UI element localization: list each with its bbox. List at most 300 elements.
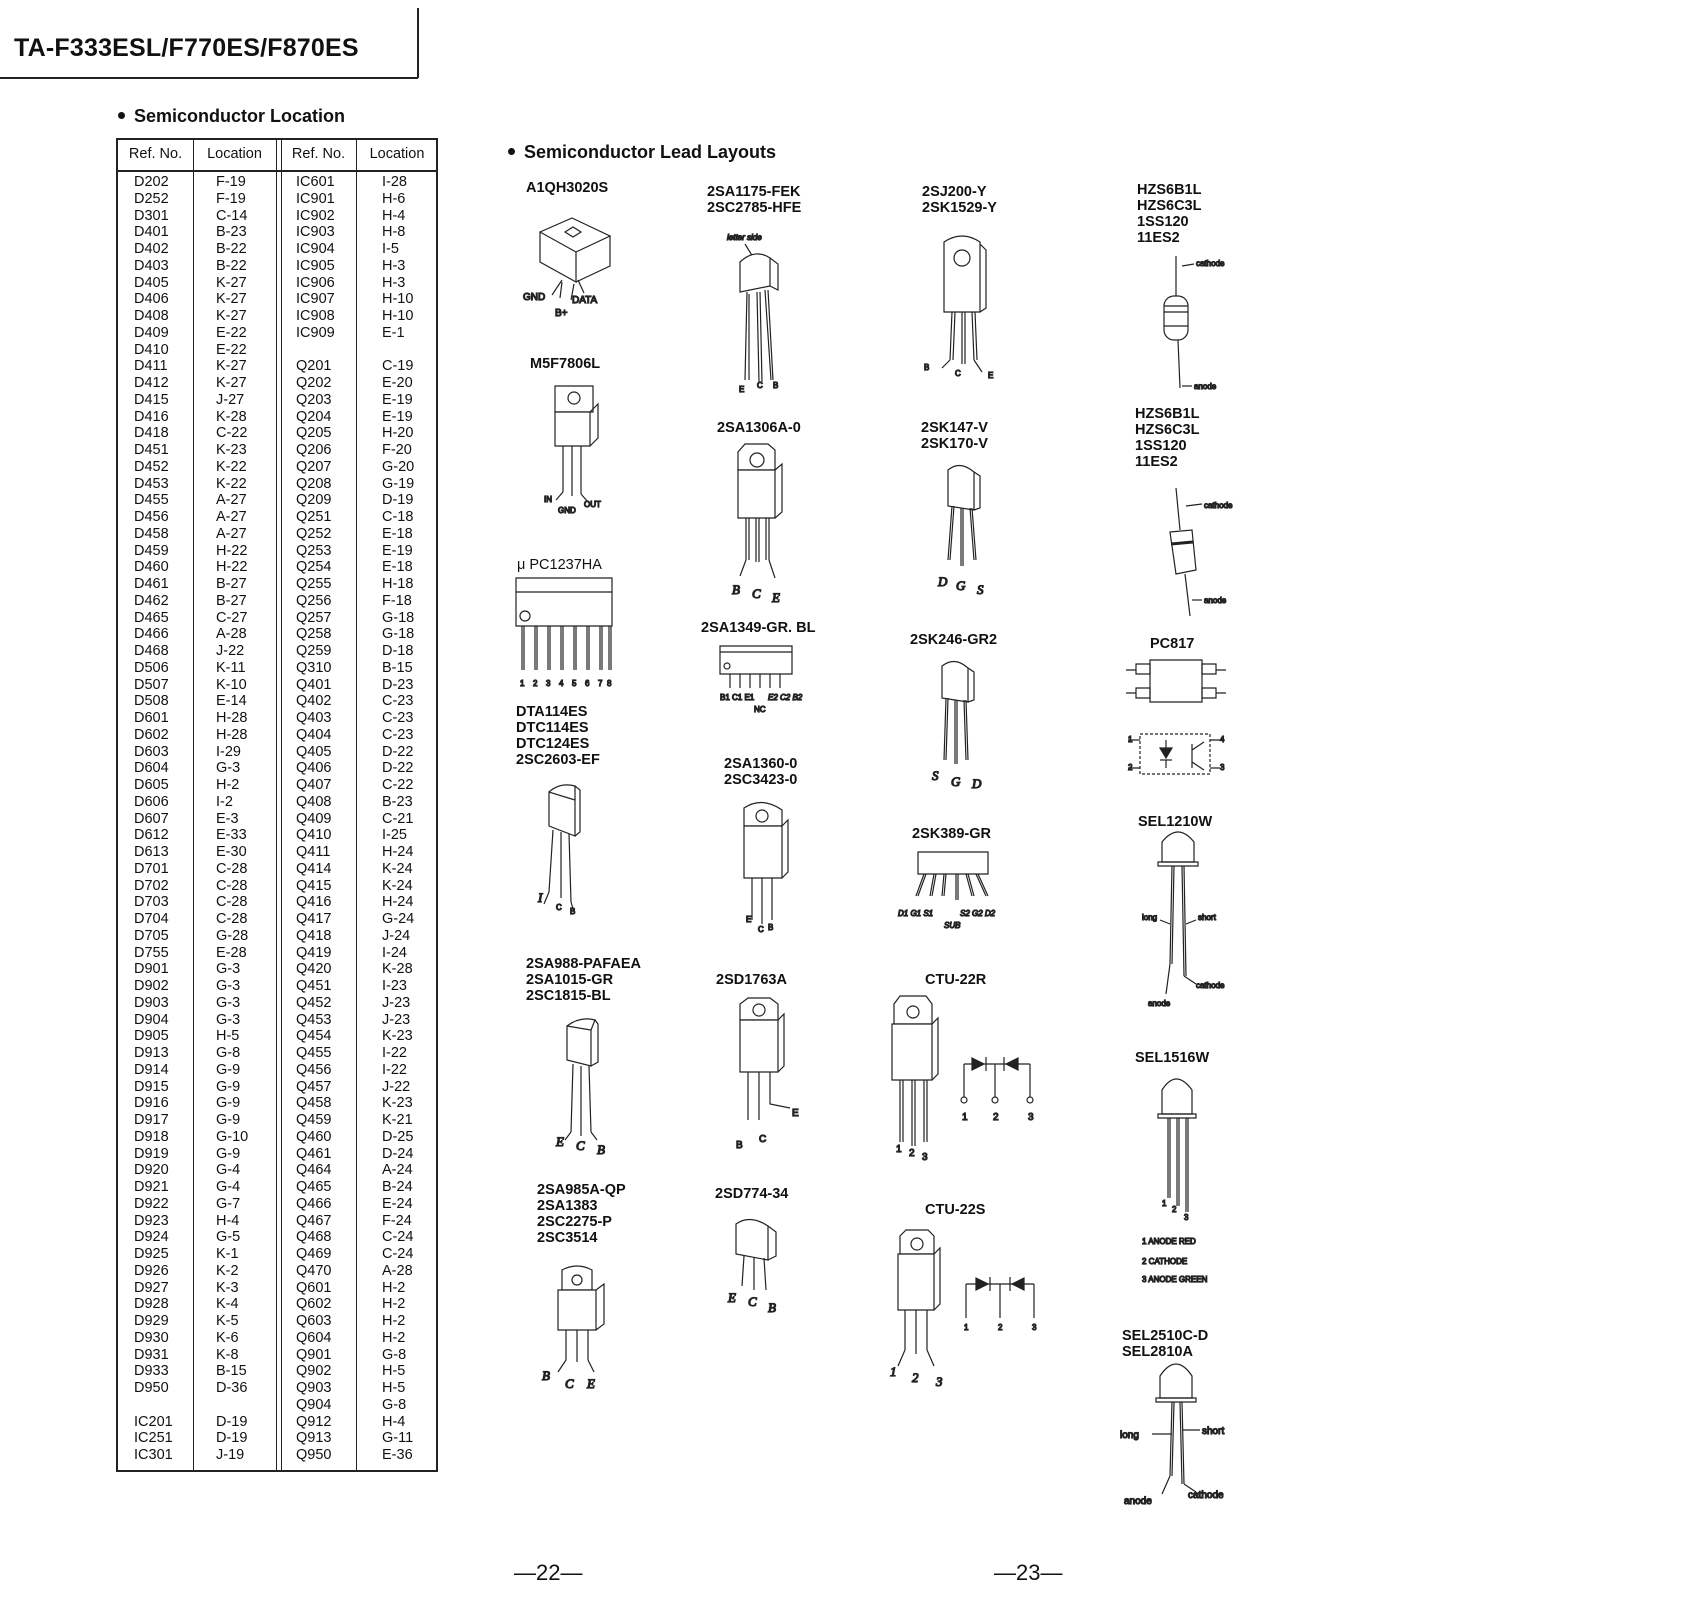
pin-number: 5 — [572, 679, 577, 688]
table-cell: Q208 — [296, 475, 332, 492]
table-cell: D-24 — [382, 1145, 414, 1162]
pin-label: 2 — [998, 1323, 1003, 1332]
table-cell: F-19 — [216, 174, 246, 190]
table-cell: G-3 — [216, 994, 241, 1011]
pin-label: E — [739, 385, 745, 394]
table-cell: A-27 — [216, 525, 247, 542]
pin-label: C — [748, 1294, 757, 1309]
table-cell: J-23 — [382, 1011, 411, 1028]
pin-label: E2 C2 B2 — [768, 693, 803, 702]
pin-label: D1 G1 S1 — [898, 909, 934, 918]
sel1516w-led-icon — [1158, 1079, 1196, 1212]
table-cell: D922 — [134, 1195, 169, 1212]
table-cell: D-19 — [382, 492, 414, 509]
table-cell: H-28 — [216, 726, 248, 743]
table-cell: H-18 — [382, 576, 414, 592]
pin-label: B — [736, 1140, 743, 1151]
table-cell: D-22 — [382, 760, 414, 777]
table-cell: E-22 — [216, 324, 247, 341]
table-cell: IC903 — [296, 224, 335, 241]
table-cell: Q310 — [296, 659, 332, 676]
pin-label: C — [556, 903, 562, 912]
pin-number: 6 — [585, 679, 590, 688]
table-cell: H-8 — [382, 224, 406, 241]
pin-label: G — [951, 774, 961, 789]
table-cell: D458 — [134, 525, 169, 542]
table-cell: Q465 — [296, 1179, 332, 1195]
table-cell: J-27 — [216, 391, 245, 408]
table-cell: C-28 — [216, 860, 248, 877]
table-cell: C-23 — [382, 710, 414, 726]
table-cell: Q601 — [296, 1279, 332, 1296]
pin-label: C — [565, 1376, 574, 1391]
table-cell: D950 — [134, 1380, 169, 1396]
table-cell: C-28 — [216, 894, 248, 911]
table-cell: D-23 — [382, 676, 414, 693]
2sa1360-package-icon — [744, 802, 788, 924]
table-cell: Q950 — [296, 1447, 332, 1463]
table-cell: C-28 — [216, 877, 248, 894]
table-cell: Q408 — [296, 793, 332, 810]
part-label-sel1210w: SEL1210W — [1138, 814, 1213, 830]
table-cell: H-2 — [382, 1313, 406, 1329]
table-cell: K-22 — [216, 475, 247, 492]
table-cell: Q409 — [296, 810, 332, 827]
pin-label: B — [768, 923, 774, 932]
table-cell: G-3 — [216, 1011, 241, 1028]
table-cell: D508 — [134, 693, 169, 710]
table-cell: C-14 — [216, 207, 248, 224]
part-label-dta114es: DTA114ES DTC114ES DTC124ES 2SC2603-EF — [516, 704, 600, 768]
table-cell: Q259 — [296, 643, 332, 659]
table-cell: Q404 — [296, 726, 332, 743]
table-cell: A-28 — [216, 626, 247, 643]
table-cell: G-5 — [216, 1229, 241, 1246]
table-cell: D468 — [134, 643, 169, 659]
2sk246-package-icon — [942, 661, 974, 764]
table-cell: H-2 — [382, 1279, 406, 1296]
table-cell: K-8 — [216, 1346, 239, 1363]
part-label-a1qh3020s: A1QH3020S — [526, 180, 609, 196]
table-cell: D301 — [134, 207, 169, 224]
table-cell: D-25 — [382, 1128, 414, 1145]
pin-label: S — [977, 582, 984, 597]
part-label-sel2510c: SEL2510C-D SEL2810A — [1122, 1328, 1209, 1360]
table-cell: J-24 — [382, 927, 411, 944]
table-cell: Q467 — [296, 1212, 332, 1229]
table-cell: Q201 — [296, 358, 332, 375]
table-cell: Q406 — [296, 760, 332, 777]
pin-number: 8 — [607, 679, 612, 688]
table-cell: IC909 — [296, 324, 335, 341]
table-cell: Q459 — [296, 1112, 332, 1128]
table-cell: D612 — [134, 827, 169, 844]
table-cell: K-11 — [216, 659, 246, 676]
table-cell: Q410 — [296, 827, 332, 844]
table-cell: D913 — [134, 1045, 169, 1061]
pin-number: 3 — [546, 679, 551, 688]
table-cell: H-2 — [382, 1296, 406, 1313]
2sk389-package-icon — [916, 852, 988, 900]
table-cell: D923 — [134, 1212, 169, 1229]
pin-label: E — [746, 915, 752, 924]
table-cell: K-28 — [382, 961, 413, 978]
table-cell: Q254 — [296, 559, 332, 576]
table-cell: E-33 — [216, 827, 247, 844]
table-cell: K-27 — [216, 375, 247, 391]
table-cell: D755 — [134, 944, 169, 961]
table-cell: D701 — [134, 860, 169, 877]
2sd1763a-package-icon — [740, 998, 790, 1120]
table-cell: C-28 — [216, 911, 248, 927]
table-cell: H-4 — [382, 1413, 406, 1430]
table-cell: Q209 — [296, 492, 332, 509]
pin-label: 1 — [896, 1144, 902, 1155]
table-cell: G-9 — [216, 1112, 241, 1128]
table-cell: D927 — [134, 1279, 169, 1296]
pc817-optocoupler-symbol — [1128, 734, 1220, 774]
pin-label: DATA — [572, 295, 598, 306]
part-label-2sa1306a: 2SA1306A-0 — [717, 420, 801, 436]
part-label-2sa1349: 2SA1349-GR. BL — [701, 620, 816, 636]
table-cell: A-27 — [216, 509, 247, 525]
table-cell: I-23 — [382, 978, 407, 994]
table-cell: Q904 — [296, 1396, 332, 1413]
table-cell: D408 — [134, 308, 169, 324]
table-cell: Q251 — [296, 509, 332, 525]
table-cell: D933 — [134, 1363, 169, 1380]
part-label-hzs6b1l-a: HZS6B1L HZS6C3L 1SS120 11ES2 — [1137, 182, 1202, 246]
table-cell: Q403 — [296, 710, 332, 726]
table-cell: D452 — [134, 458, 169, 475]
table-cell: F-19 — [216, 190, 246, 207]
table-cell: E-18 — [382, 525, 413, 542]
table-cell: D466 — [134, 626, 169, 643]
pin-label: S2 G2 D2 — [960, 909, 996, 918]
table-cell: H-24 — [382, 894, 414, 911]
part-label-2sd1763a: 2SD1763A — [716, 972, 787, 988]
table-cell: H-2 — [216, 777, 240, 793]
table-cell: Q455 — [296, 1045, 332, 1061]
table-cell: D924 — [134, 1229, 169, 1246]
table-cell: Q901 — [296, 1346, 332, 1363]
table-cell: D418 — [134, 425, 169, 442]
table-cell: C-23 — [382, 693, 414, 710]
table-cell: D456 — [134, 509, 169, 525]
table-cell: B-23 — [382, 793, 413, 810]
pin-label: C — [955, 369, 961, 378]
table-cell: Q464 — [296, 1162, 332, 1179]
letter-side-label: letter side — [727, 233, 762, 242]
pin-number: 2 — [533, 679, 538, 688]
part-label-hzs6b1l-b: HZS6B1L HZS6C3L 1SS120 11ES2 — [1135, 406, 1200, 470]
table-cell: Q457 — [296, 1078, 332, 1095]
table-cell: IC907 — [296, 291, 335, 308]
2sd774-package-icon — [736, 1219, 776, 1290]
legend-line: 3 ANODE GREEN — [1142, 1275, 1208, 1284]
table-cell: K-23 — [382, 1095, 413, 1112]
table-cell: D-22 — [382, 743, 414, 760]
table-cell: D-19 — [216, 1430, 248, 1447]
table-cell: D916 — [134, 1095, 169, 1112]
table-cell: D902 — [134, 978, 169, 994]
part-label-m5f7806l: M5F7806L — [530, 356, 601, 372]
short-lead-label: short — [1202, 1426, 1225, 1437]
table-cell: D704 — [134, 911, 169, 927]
pin-label: C — [752, 586, 761, 601]
table-cell: Q466 — [296, 1195, 332, 1212]
cathode-label: cathode — [1204, 501, 1233, 510]
table-cell: D705 — [134, 927, 169, 944]
table-cell: D901 — [134, 961, 169, 978]
table-cell: Q468 — [296, 1229, 332, 1246]
table-cell: Q257 — [296, 609, 332, 626]
table-cell: J-22 — [382, 1078, 411, 1095]
table-cell: D920 — [134, 1162, 169, 1179]
table-cell: A-24 — [382, 1162, 413, 1179]
pin-label: D — [972, 776, 982, 791]
table-cell: G-28 — [216, 927, 249, 944]
legend-line: 2 CATHODE — [1142, 1257, 1188, 1266]
table-cell: Q203 — [296, 391, 332, 408]
table-cell: K-27 — [216, 358, 247, 375]
table-cell: G-3 — [216, 760, 241, 777]
table-cell: I-25 — [382, 827, 407, 844]
table-cell: Q207 — [296, 458, 332, 475]
table-cell: B-27 — [216, 592, 247, 609]
table-cell: I-2 — [216, 793, 233, 810]
pin-label: SUB — [944, 921, 961, 930]
table-cell: IC906 — [296, 274, 335, 291]
pin-label: E — [728, 1290, 736, 1305]
table-cell: B-22 — [216, 241, 247, 257]
table-cell: J-19 — [216, 1447, 245, 1463]
2sa985a-package-icon — [558, 1266, 604, 1372]
table-cell: D603 — [134, 743, 169, 760]
table-cell: D202 — [134, 174, 169, 190]
table-cell: D904 — [134, 1011, 169, 1028]
table-cell: Q461 — [296, 1145, 332, 1162]
pin-label: 3 — [1220, 763, 1225, 772]
table-cell: IC301 — [134, 1447, 173, 1463]
table-cell: D409 — [134, 324, 169, 341]
table-cell: Q411 — [296, 844, 331, 860]
table-cell: E-20 — [382, 375, 413, 391]
2sj200-package-icon — [942, 236, 986, 372]
pin-label: 2 — [993, 1112, 999, 1123]
pin-label: 1 — [1162, 1199, 1167, 1208]
table-cell: Q452 — [296, 994, 332, 1011]
table-cell: H-10 — [382, 291, 414, 308]
pin-label: 1 — [962, 1112, 968, 1123]
table-cell: D607 — [134, 810, 169, 827]
table-cell: D453 — [134, 475, 169, 492]
part-label-2sk246: 2SK246-GR2 — [910, 632, 998, 648]
table-cell: Q206 — [296, 442, 332, 458]
table-cell: K-24 — [382, 877, 413, 894]
pin-number: 1 — [520, 679, 525, 688]
table-cell: E-30 — [216, 844, 247, 860]
table-cell: H-5 — [382, 1363, 406, 1380]
ctu22r-package-icon — [892, 996, 938, 1146]
pin-label: C — [758, 925, 764, 934]
pin-label: E — [587, 1376, 595, 1391]
table-cell: Q420 — [296, 961, 332, 978]
table-cell: C-19 — [382, 358, 414, 375]
table-cell: H-5 — [382, 1380, 406, 1396]
pin-label: C — [576, 1138, 585, 1153]
pin-label: GND — [523, 292, 546, 303]
table-cell: D412 — [134, 375, 169, 391]
pin-label: E — [772, 590, 780, 605]
table-cell: H-3 — [382, 257, 406, 274]
table-cell: D460 — [134, 559, 169, 576]
anode-label: anode — [1124, 1496, 1152, 1507]
header-location-2: Location — [369, 146, 425, 162]
header-ref-no-2: Ref. No. — [291, 146, 346, 162]
table-cell: H-22 — [216, 542, 248, 559]
table-cell: E-36 — [382, 1447, 413, 1463]
table-cell: I-29 — [216, 743, 241, 760]
pin-label: G — [956, 578, 966, 593]
pin-label: E — [988, 371, 994, 380]
table-cell: K-27 — [216, 308, 247, 324]
long-lead-label: long — [1142, 913, 1158, 922]
table-cell: D930 — [134, 1329, 169, 1346]
table-cell: D702 — [134, 877, 169, 894]
table-cell: Q451 — [296, 978, 332, 994]
table-cell: H-4 — [216, 1212, 240, 1229]
table-cell: G-9 — [216, 1078, 241, 1095]
table-cell: G-18 — [382, 626, 415, 643]
part-label-2sa1360: 2SA1360-0 2SC3423-0 — [724, 756, 798, 788]
anode-label: anode — [1148, 999, 1171, 1008]
table-cell: B-15 — [382, 659, 413, 676]
2sa1175-package-icon — [740, 244, 778, 382]
header-location: Location — [207, 146, 262, 162]
table-cell: Q252 — [296, 525, 332, 542]
part-label-2sa988: 2SA988-PAFAEA 2SA1015-GR 2SC1815-BL — [526, 956, 641, 1004]
table-cell: G-4 — [216, 1179, 241, 1195]
pc817-package-icon — [1126, 660, 1226, 702]
table-cell: H-24 — [382, 844, 414, 860]
table-cell: K-2 — [216, 1262, 239, 1279]
table-cell: K-27 — [216, 274, 247, 291]
table-cell: K-10 — [216, 676, 247, 693]
pin-label: 2 — [912, 1370, 919, 1385]
table-cell: Q454 — [296, 1028, 332, 1045]
table-cell: D402 — [134, 241, 169, 257]
2sa1349-package-icon — [720, 646, 792, 688]
pin-label: B — [924, 363, 930, 372]
pin-label: E — [556, 1134, 564, 1149]
table-cell: D606 — [134, 793, 169, 810]
part-label-ctu22r: CTU-22R — [925, 972, 987, 988]
table-cell: H-2 — [382, 1329, 406, 1346]
table-cell: K-4 — [216, 1296, 239, 1313]
table-cell: J-22 — [216, 643, 245, 659]
pin-label: OUT — [584, 500, 601, 509]
table-cell: Q407 — [296, 777, 332, 793]
table-cell: D459 — [134, 542, 169, 559]
lead-title-text: Semiconductor Lead Layouts — [524, 142, 777, 162]
table-cell: B-24 — [382, 1179, 413, 1195]
pin-label: B — [597, 1142, 605, 1157]
table-cell: K-22 — [216, 458, 247, 475]
table-cell: Q602 — [296, 1296, 332, 1313]
table-cell: G-19 — [382, 475, 415, 492]
table-cell: IC902 — [296, 207, 335, 224]
table-cell: B-27 — [216, 576, 247, 592]
table-cell: G-7 — [216, 1195, 241, 1212]
page-number-right: —23— — [994, 1560, 1063, 1585]
pin-label: 3 — [1184, 1213, 1189, 1222]
part-label-2sa985a: 2SA985A-QP 2SA1383 2SC2275-P 2SC3514 — [537, 1182, 626, 1246]
anode-label: anode — [1204, 596, 1227, 605]
table-cell: H-3 — [382, 274, 406, 291]
table-cell: H-22 — [216, 559, 248, 576]
table-cell: C-23 — [382, 726, 414, 743]
table-cell: G-3 — [216, 978, 241, 994]
table-cell: J-23 — [382, 994, 411, 1011]
table-cell: Q912 — [296, 1413, 332, 1430]
m5f7806l-package-icon — [555, 386, 598, 502]
table-cell: G-9 — [216, 1095, 241, 1112]
table-cell: G-8 — [216, 1045, 241, 1061]
table-cell: Q416 — [296, 894, 332, 911]
table-cell: E-14 — [216, 693, 247, 710]
table-cell: Q417 — [296, 911, 332, 927]
pin-label: 1 — [964, 1323, 969, 1332]
table-cell: G-20 — [382, 458, 415, 475]
table-cell: E-19 — [382, 408, 413, 425]
pin-label: 2 — [1128, 763, 1133, 772]
table-cell: D403 — [134, 257, 169, 274]
table-cell: D411 — [134, 358, 168, 375]
table-cell: IC201 — [134, 1413, 173, 1430]
table-cell: K-23 — [382, 1028, 413, 1045]
table-cell: E-24 — [382, 1195, 413, 1212]
pin-label: IN — [544, 495, 552, 504]
pin-label: 2 — [1172, 1205, 1177, 1214]
zener-diode-b-icon — [1170, 488, 1202, 616]
table-cell: D416 — [134, 408, 169, 425]
cathode-label: cathode — [1196, 981, 1225, 990]
part-label-2sk147: 2SK147-V 2SK170-V — [921, 420, 988, 452]
pin-label: 3 — [1032, 1323, 1037, 1332]
table-cell: D915 — [134, 1078, 169, 1095]
table-cell: D903 — [134, 994, 169, 1011]
table-cell: H-28 — [216, 710, 248, 726]
table-cell: G-9 — [216, 1145, 241, 1162]
table-cell: IC251 — [134, 1430, 173, 1447]
table-cell: D905 — [134, 1028, 169, 1045]
table-cell: D918 — [134, 1128, 169, 1145]
table-cell: Q204 — [296, 408, 332, 425]
part-label-2sa1175: 2SA1175-FEK 2SC2785-HFE — [707, 184, 802, 216]
table-cell: Q458 — [296, 1095, 332, 1112]
table-cell: D926 — [134, 1262, 169, 1279]
table-cell: D415 — [134, 391, 169, 408]
table-cell: H-10 — [382, 308, 414, 324]
pin-label: B+ — [555, 308, 568, 319]
table-cell: I-5 — [382, 241, 399, 257]
pin-label: 4 — [1220, 735, 1225, 744]
table-cell: Q603 — [296, 1313, 332, 1329]
part-label-2sk389: 2SK389-GR — [912, 826, 991, 842]
part-label-sel1516w: SEL1516W — [1135, 1050, 1210, 1066]
pin-label: B — [732, 582, 740, 597]
